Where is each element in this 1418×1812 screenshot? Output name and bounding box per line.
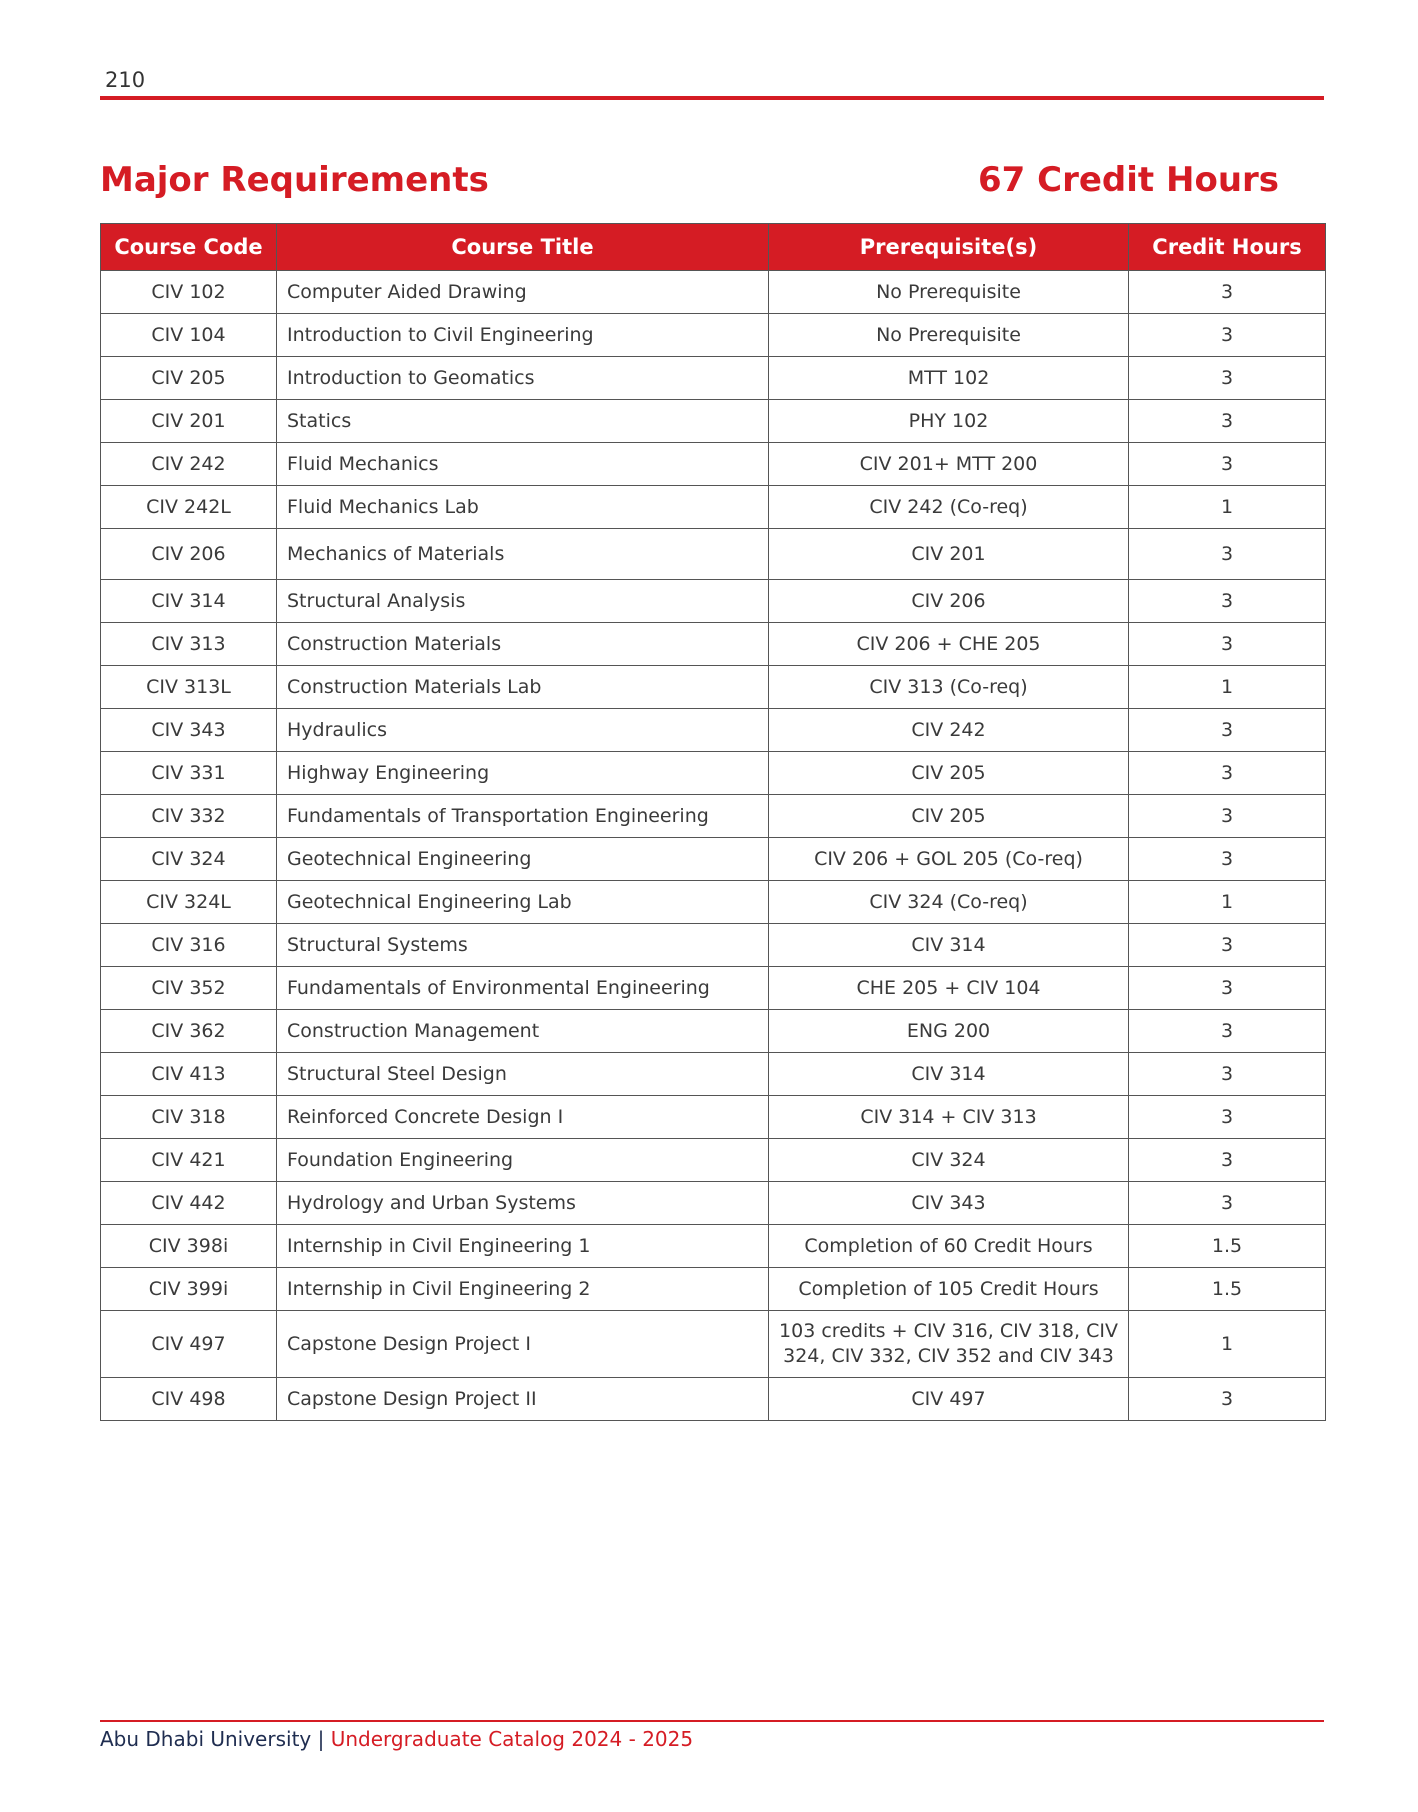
table-row xyxy=(101,666,1326,709)
table-row xyxy=(101,580,1326,623)
table-row xyxy=(101,1053,1326,1096)
course-title: Foundation Engineering xyxy=(277,1139,769,1182)
course-code: CIV 314 xyxy=(101,580,277,623)
course-prerequisite: CIV 206 + CHE 205 xyxy=(769,623,1129,666)
table-row xyxy=(101,623,1326,666)
course-title: Structural Steel Design xyxy=(277,1053,769,1096)
course-title: Capstone Design Project II xyxy=(277,1378,769,1421)
course-title: Introduction to Geomatics xyxy=(277,357,769,400)
course-credits: 3 xyxy=(1129,1139,1326,1182)
table-row xyxy=(101,1311,1326,1378)
course-prerequisite: CIV 201+ MTT 200 xyxy=(769,443,1129,486)
course-title: Fluid Mechanics Lab xyxy=(277,486,769,529)
table-row xyxy=(101,924,1326,967)
table-row xyxy=(101,357,1326,400)
course-prerequisite: CIV 324 xyxy=(769,1139,1129,1182)
course-credits: 3 xyxy=(1129,1096,1326,1139)
course-credits: 1 xyxy=(1129,881,1326,924)
course-title: Computer Aided Drawing xyxy=(277,271,769,314)
table-row xyxy=(101,967,1326,1010)
table-row xyxy=(101,1139,1326,1182)
course-code: CIV 318 xyxy=(101,1096,277,1139)
course-title: Hydraulics xyxy=(277,709,769,752)
footer-separator: | xyxy=(311,1727,331,1751)
table-row xyxy=(101,400,1326,443)
course-title: Geotechnical Engineering Lab xyxy=(277,881,769,924)
table-row xyxy=(101,271,1326,314)
course-code: CIV 331 xyxy=(101,752,277,795)
course-prerequisite: No Prerequisite xyxy=(769,271,1129,314)
course-code: CIV 324L xyxy=(101,881,277,924)
course-title: Capstone Design Project I xyxy=(277,1311,769,1378)
table-row xyxy=(101,1096,1326,1139)
course-title: Statics xyxy=(277,400,769,443)
table-row xyxy=(101,529,1326,580)
course-prerequisite: CIV 324 (Co-req) xyxy=(769,881,1129,924)
course-prerequisite: CIV 497 xyxy=(769,1378,1129,1421)
course-credits: 1.5 xyxy=(1129,1225,1326,1268)
course-credits: 3 xyxy=(1129,709,1326,752)
course-code: CIV 332 xyxy=(101,795,277,838)
course-credits: 3 xyxy=(1129,271,1326,314)
course-prerequisite: CIV 343 xyxy=(769,1182,1129,1225)
course-title: Internship in Civil Engineering 2 xyxy=(277,1268,769,1311)
course-credits: 3 xyxy=(1129,529,1326,580)
course-credits: 3 xyxy=(1129,752,1326,795)
table-row xyxy=(101,795,1326,838)
course-code: CIV 343 xyxy=(101,709,277,752)
course-code: CIV 413 xyxy=(101,1053,277,1096)
course-prerequisite: CIV 206 xyxy=(769,580,1129,623)
course-credits: 3 xyxy=(1129,1378,1326,1421)
section-credit-total: 67 Credit Hours xyxy=(978,160,1280,200)
course-credits: 3 xyxy=(1129,623,1326,666)
page-number: 210 xyxy=(105,68,146,92)
table-row xyxy=(101,881,1326,924)
header-course-title: Course Title xyxy=(277,224,769,271)
course-title: Construction Materials Lab xyxy=(277,666,769,709)
course-title: Structural Analysis xyxy=(277,580,769,623)
course-prerequisite: ENG 200 xyxy=(769,1010,1129,1053)
header-prerequisites: Prerequisite(s) xyxy=(769,224,1129,271)
table-row xyxy=(101,443,1326,486)
course-title: Reinforced Concrete Design I xyxy=(277,1096,769,1139)
table-row xyxy=(101,1268,1326,1311)
course-prerequisite: CIV 206 + GOL 205 (Co-req) xyxy=(769,838,1129,881)
course-title: Mechanics of Materials xyxy=(277,529,769,580)
table-row xyxy=(101,838,1326,881)
table-header-row xyxy=(101,224,1326,271)
course-code: CIV 205 xyxy=(101,357,277,400)
header-credit-hours: Credit Hours xyxy=(1129,224,1326,271)
course-code: CIV 201 xyxy=(101,400,277,443)
course-title: Geotechnical Engineering xyxy=(277,838,769,881)
course-credits: 3 xyxy=(1129,1010,1326,1053)
table-row xyxy=(101,486,1326,529)
course-code: CIV 362 xyxy=(101,1010,277,1053)
course-prerequisite: CIV 242 xyxy=(769,709,1129,752)
course-code: CIV 498 xyxy=(101,1378,277,1421)
page-footer xyxy=(100,1727,693,1751)
course-prerequisite: MTT 102 xyxy=(769,357,1129,400)
course-code: CIV 206 xyxy=(101,529,277,580)
course-credits: 3 xyxy=(1129,580,1326,623)
course-prerequisite: CIV 201 xyxy=(769,529,1129,580)
course-prerequisite: Completion of 60 Credit Hours xyxy=(769,1225,1129,1268)
course-prerequisite: CHE 205 + CIV 104 xyxy=(769,967,1129,1010)
course-code: CIV 324 xyxy=(101,838,277,881)
course-prerequisite: 103 credits + CIV 316, CIV 318, CIV 324, CIV 332, CIV 352 and CIV 343 xyxy=(769,1311,1129,1378)
course-code: CIV 399i xyxy=(101,1268,277,1311)
section-title: Major Requirements xyxy=(100,160,489,200)
table-row xyxy=(101,1378,1326,1421)
course-code: CIV 497 xyxy=(101,1311,277,1378)
course-title: Fundamentals of Environmental Engineering xyxy=(277,967,769,1010)
course-code: CIV 442 xyxy=(101,1182,277,1225)
course-title: Fundamentals of Transportation Engineering xyxy=(277,795,769,838)
course-prerequisite: CIV 313 (Co-req) xyxy=(769,666,1129,709)
footer-catalog-title: Undergraduate Catalog 2024 - 2025 xyxy=(330,1727,694,1751)
course-title: Introduction to Civil Engineering xyxy=(277,314,769,357)
course-credits: 3 xyxy=(1129,1053,1326,1096)
course-code: CIV 398i xyxy=(101,1225,277,1268)
course-prerequisite: CIV 242 (Co-req) xyxy=(769,486,1129,529)
course-title: Construction Management xyxy=(277,1010,769,1053)
course-credits: 1 xyxy=(1129,486,1326,529)
course-credits: 1 xyxy=(1129,1311,1326,1378)
course-title: Hydrology and Urban Systems xyxy=(277,1182,769,1225)
course-code: CIV 313 xyxy=(101,623,277,666)
course-title: Highway Engineering xyxy=(277,752,769,795)
table-row xyxy=(101,1225,1326,1268)
course-code: CIV 313L xyxy=(101,666,277,709)
course-credits: 3 xyxy=(1129,443,1326,486)
course-credits: 1.5 xyxy=(1129,1268,1326,1311)
course-credits: 3 xyxy=(1129,400,1326,443)
header-course-code: Course Code xyxy=(101,224,277,271)
table-row xyxy=(101,752,1326,795)
course-code: CIV 242 xyxy=(101,443,277,486)
course-code: CIV 352 xyxy=(101,967,277,1010)
course-credits: 3 xyxy=(1129,924,1326,967)
major-requirements-table xyxy=(100,223,1326,1421)
course-title: Structural Systems xyxy=(277,924,769,967)
course-credits: 3 xyxy=(1129,838,1326,881)
course-code: CIV 421 xyxy=(101,1139,277,1182)
course-credits: 1 xyxy=(1129,666,1326,709)
course-prerequisite: CIV 205 xyxy=(769,795,1129,838)
course-credits: 3 xyxy=(1129,795,1326,838)
course-prerequisite: CIV 314 xyxy=(769,1053,1129,1096)
footer-rule xyxy=(100,1720,1324,1722)
course-prerequisite: No Prerequisite xyxy=(769,314,1129,357)
course-code: CIV 102 xyxy=(101,271,277,314)
header-rule xyxy=(100,96,1324,100)
table-row xyxy=(101,709,1326,752)
course-prerequisite: PHY 102 xyxy=(769,400,1129,443)
table-row xyxy=(101,1182,1326,1225)
footer-university: Abu Dhabi University xyxy=(100,1727,312,1751)
course-credits: 3 xyxy=(1129,357,1326,400)
table-row xyxy=(101,314,1326,357)
course-credits: 3 xyxy=(1129,967,1326,1010)
course-prerequisite: Completion of 105 Credit Hours xyxy=(769,1268,1129,1311)
course-code: CIV 242L xyxy=(101,486,277,529)
course-code: CIV 104 xyxy=(101,314,277,357)
course-title: Fluid Mechanics xyxy=(277,443,769,486)
course-title: Construction Materials xyxy=(277,623,769,666)
table-row xyxy=(101,1010,1326,1053)
course-prerequisite: CIV 314 xyxy=(769,924,1129,967)
course-credits: 3 xyxy=(1129,314,1326,357)
course-credits: 3 xyxy=(1129,1182,1326,1225)
course-code: CIV 316 xyxy=(101,924,277,967)
course-prerequisite: CIV 314 + CIV 313 xyxy=(769,1096,1129,1139)
course-title: Internship in Civil Engineering 1 xyxy=(277,1225,769,1268)
course-prerequisite: CIV 205 xyxy=(769,752,1129,795)
